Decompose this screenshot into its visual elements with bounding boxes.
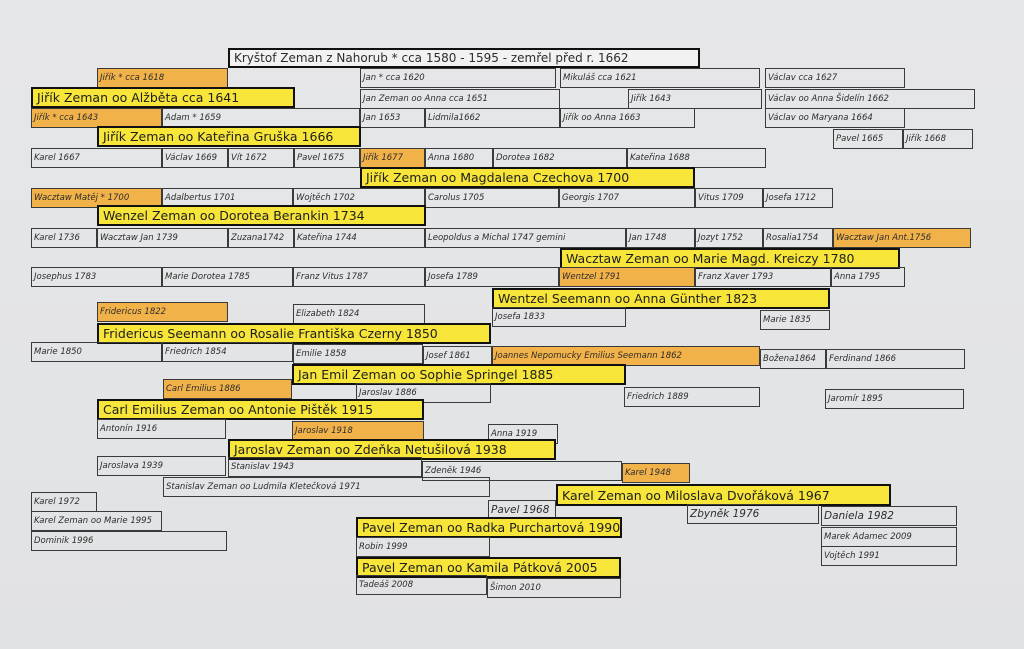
person-box: Josef 1861: [423, 346, 492, 366]
couple-box: Karel Zeman oo Miloslava Dvořáková 1967: [556, 484, 891, 506]
person-box: Elizabeth 1824: [293, 304, 425, 324]
person-box: Dominik 1996: [31, 531, 227, 551]
couple-box: Pavel Zeman oo Radka Purchartová 1990: [356, 517, 622, 538]
couple-box: Jiřík Zeman oo Magdalena Czechova 1700: [360, 167, 695, 188]
couple-box: Jiřík Zeman oo Kateřina Gruška 1666: [97, 126, 361, 147]
couple-box: Wentzel Seemann oo Anna Günther 1823: [492, 288, 830, 309]
person-box: Fridericus 1822: [97, 302, 228, 322]
person-box: Marie 1835: [760, 310, 830, 330]
person-box: Karel 1972: [31, 492, 97, 512]
person-box: Antonín 1916: [97, 419, 226, 439]
person-box: Jaroslava 1939: [97, 456, 226, 476]
person-box: Božena1864: [760, 349, 826, 369]
couple-box: Jiřík Zeman oo Alžběta cca 1641: [31, 87, 295, 108]
person-box: Wacztaw Matěj * 1700: [31, 188, 162, 208]
person-box: Jan Zeman oo Anna cca 1651: [360, 89, 560, 109]
person-box: Tadeáš 2008: [356, 575, 487, 595]
person-box: Pavel 1665: [833, 129, 903, 149]
person-box: Zuzana1742: [228, 228, 294, 248]
root-ancestor-box: Kryštof Zeman z Nahorub * cca 1580 - 1595 - zemřel před r. 1662: [228, 48, 700, 68]
person-box: Leopoldus a Michal 1747 gemini: [425, 228, 626, 248]
person-box: Mikuláš cca 1621: [560, 68, 760, 88]
person-box: Carolus 1705: [425, 188, 559, 208]
person-box: Václav cca 1627: [765, 68, 905, 88]
person-box: Friedrich 1889: [624, 387, 760, 407]
person-box: Stanislav 1943: [228, 457, 422, 477]
person-box: Wacztaw Jan 1739: [97, 228, 228, 248]
person-box: Wojtěch 1702: [293, 188, 425, 208]
person-box: Jiřík oo Anna 1663: [560, 108, 695, 128]
person-box: Václav oo Maryana 1664: [765, 108, 905, 128]
person-box: Stanislav Zeman oo Ludmila Kletečková 1971: [163, 477, 490, 497]
couple-box: Carl Emilius Zeman oo Antonie Pištěk 1915: [97, 399, 424, 420]
person-box: Karel 1948: [622, 463, 690, 483]
person-box: Vitus 1709: [695, 188, 763, 208]
person-box: Jiřík 1677: [360, 148, 425, 168]
person-box: Dorotea 1682: [493, 148, 627, 168]
person-box: Václav oo Anna Šidelín 1662: [765, 89, 975, 109]
person-box: Zbyněk 1976: [687, 504, 819, 524]
person-box: Adam * 1659: [162, 108, 360, 128]
person-box: Robin 1999: [356, 537, 490, 557]
person-box: Jiřík * cca 1618: [97, 68, 228, 88]
person-box: Josefa 1833: [492, 307, 626, 327]
person-box: Joannes Nepomucky Emilius Seemann 1862: [492, 346, 760, 366]
person-box: Georgis 1707: [559, 188, 695, 208]
person-box: Marie 1850: [31, 342, 162, 362]
person-box: Jozyt 1752: [695, 228, 763, 248]
person-box: Marie Dorotea 1785: [162, 267, 293, 287]
person-box: Jan 1653: [360, 108, 425, 128]
person-box: Josefa 1712: [763, 188, 833, 208]
person-box: Emilie 1858: [293, 344, 423, 364]
person-box: Jiřík * cca 1643: [31, 108, 162, 128]
person-box: Jiřík 1668: [903, 129, 973, 149]
couple-box: Pavel Zeman oo Kamila Pátková 2005: [356, 557, 621, 578]
person-box: Jiřík 1643: [628, 89, 762, 109]
couple-box: Wenzel Zeman oo Dorotea Berankin 1734: [97, 205, 426, 226]
person-box: Kateřina 1744: [294, 228, 425, 248]
person-box: Jan * cca 1620: [360, 68, 556, 88]
person-box: Jaromír 1895: [825, 389, 964, 409]
person-box: Marek Adamec 2009: [821, 527, 957, 547]
person-box: Josefa 1789: [425, 267, 559, 287]
couple-box: Wacztaw Zeman oo Marie Magd. Kreiczy 1780: [560, 248, 900, 269]
person-box: Jan 1748: [626, 228, 695, 248]
person-box: Rosalia1754: [763, 228, 833, 248]
person-box: Vít 1672: [228, 148, 294, 168]
person-box: Carl Emilius 1886: [163, 379, 292, 399]
person-box: Anna 1795: [831, 267, 905, 287]
person-box: Wacztaw Jan Ant.1756: [833, 228, 971, 248]
couple-box: Fridericus Seemann oo Rosalie Františka Czerny 1850: [97, 323, 491, 344]
couple-box: Jaroslav Zeman oo Zdeňka Netušilová 1938: [228, 439, 556, 460]
person-box: Wentzel 1791: [559, 267, 695, 287]
person-box: Lidmila1662: [425, 108, 560, 128]
person-box: Ferdinand 1866: [826, 349, 965, 369]
person-box: Karel Zeman oo Marie 1995: [31, 511, 162, 531]
person-box: Václav 1669: [162, 148, 228, 168]
person-box: Pavel 1968: [488, 500, 556, 520]
person-box: Daniela 1982: [821, 506, 957, 526]
person-box: Anna 1680: [425, 148, 493, 168]
couple-box: Jan Emil Zeman oo Sophie Springel 1885: [292, 364, 626, 385]
person-box: Šimon 2010: [487, 578, 621, 598]
person-box: Jaroslav 1918: [292, 421, 424, 441]
person-box: Jaroslav 1886: [356, 383, 491, 403]
person-box: Kateřina 1688: [627, 148, 766, 168]
person-box: Anna 1919: [488, 424, 558, 444]
person-box: Karel 1736: [31, 228, 97, 248]
person-box: Pavel 1675: [294, 148, 360, 168]
person-box: Franz Vitus 1787: [293, 267, 425, 287]
person-box: Adalbertus 1701: [162, 188, 293, 208]
person-box: Zdeněk 1946: [422, 461, 622, 481]
person-box: Franz Xaver 1793: [695, 267, 831, 287]
person-box: Friedrich 1854: [162, 342, 293, 362]
person-box: Karel 1667: [31, 148, 162, 168]
person-box: Vojtěch 1991: [821, 546, 957, 566]
person-box: Josephus 1783: [31, 267, 162, 287]
